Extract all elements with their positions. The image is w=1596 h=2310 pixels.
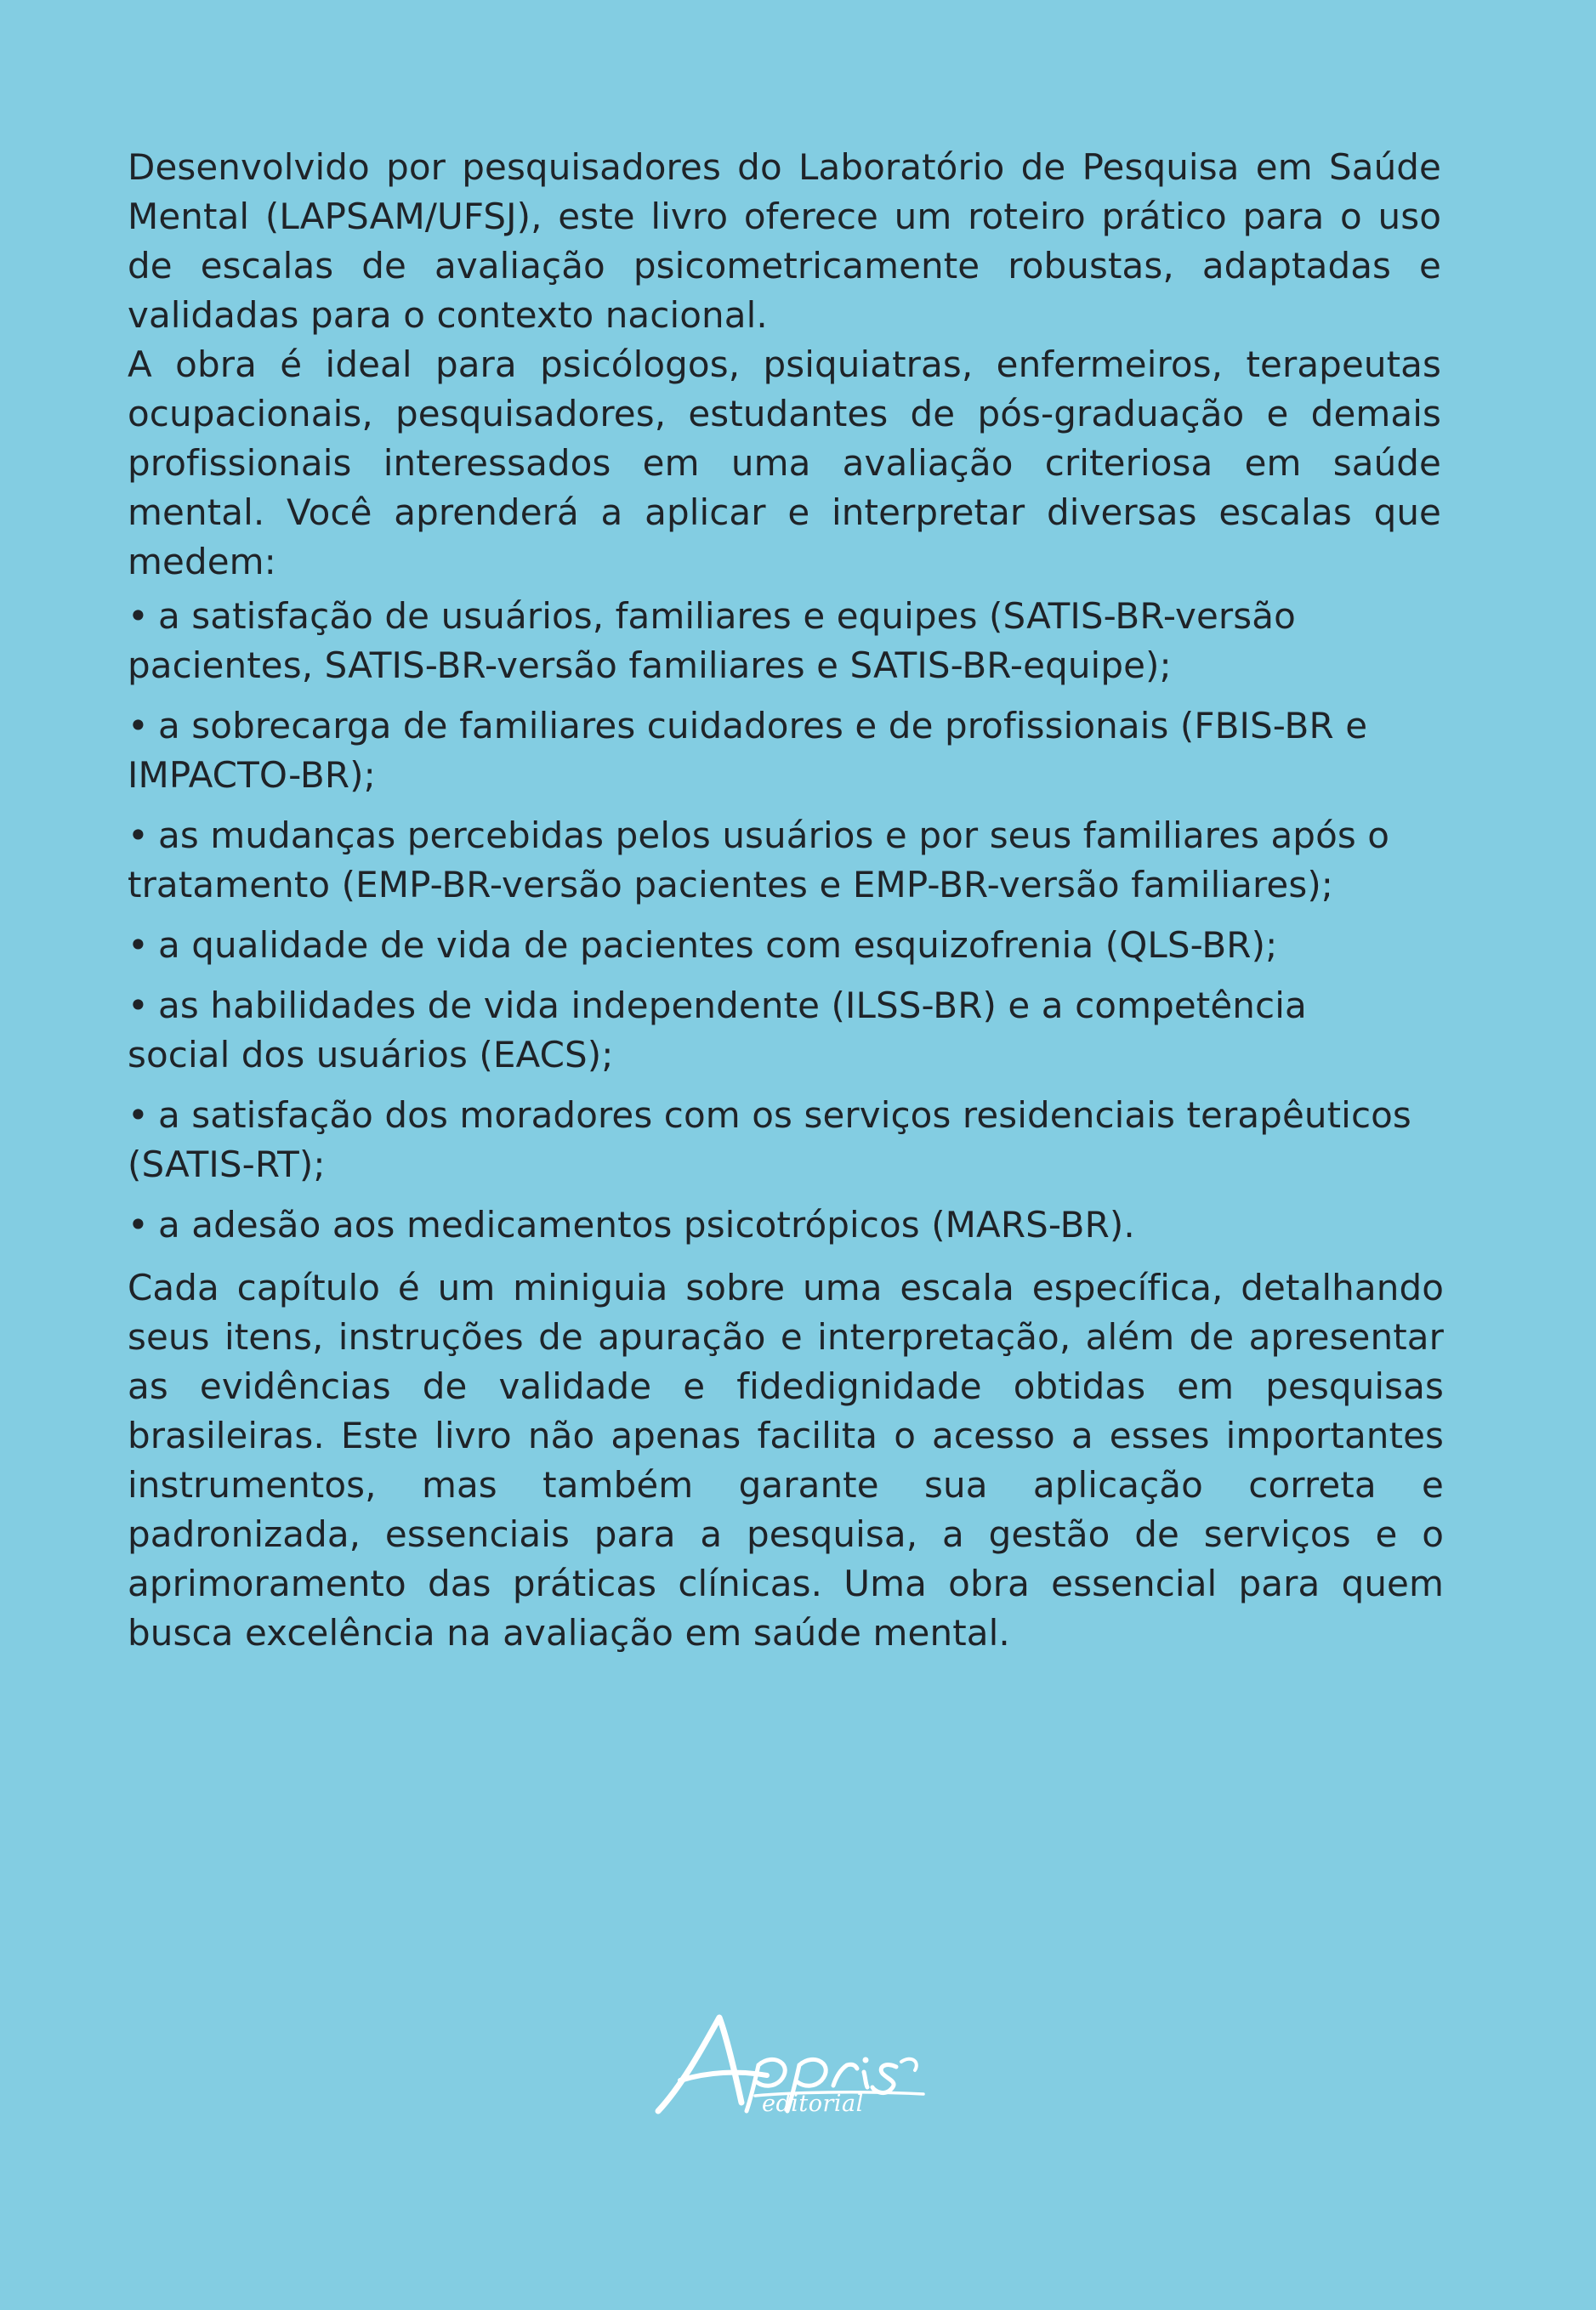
list-item-text: a sobrecarga de familiares cuidadores e de profissionais (FBIS-BR e IMPACTO-BR);	[128, 705, 1368, 796]
closing-paragraph: Cada capítulo é um miniguia sobre uma escala específica, detalhando seus itens, instruções de apuração e interpretação, além de apresentar as evidências de validade e fidedignidade obtidas em pesquisas brasileiras. Este livro não apenas facilita o acesso a esses importantes instrumentos, mas também garante sua aplicação correta e padronizada, essenciais para a pesquisa, a gestão de serviços e o aprimoramento das práticas clínicas. Uma obra essencial para quem busca excelência na avaliação em saúde mental.	[128, 1267, 1444, 1654]
list-item	[128, 981, 1420, 1080]
list-item-text: as mudanças percebidas pelos usuários e por seus familiares após o tratamento (EMP-BR-versão pacientes e EMP-BR-versão familiares);	[128, 814, 1390, 905]
intro-paragraph-1: Desenvolvido por pesquisadores do Laboratório de Pesquisa em Saúde Mental (LAPSAM/UFSJ), este livro oferece um roteiro prático para o uso de escalas de avaliação psicometricamente robustas, adaptadas e validadas para o contexto nacional.	[128, 146, 1441, 336]
list-item	[128, 921, 1420, 970]
bullet-mark: •	[128, 814, 149, 856]
bullet-mark: •	[128, 924, 149, 966]
list-item	[128, 1091, 1420, 1189]
logo-subtitle: editorial	[762, 2091, 864, 2117]
logo-graphic	[646, 2002, 935, 2130]
list-item	[128, 811, 1420, 910]
bullet-mark: •	[128, 1204, 149, 1246]
list-item	[128, 701, 1420, 800]
list-item	[128, 592, 1420, 690]
scale-list	[128, 592, 1420, 1250]
intro-paragraph-2: A obra é ideal para psicólogos, psiquiatras, enfermeiros, terapeutas ocupacionais, pesquisadores, estudantes de pós-graduação e demais profissionais interessados em uma avaliação criteriosa em saúde mental. Você aprenderá a aplicar e interpretar diversas escalas que medem:	[128, 343, 1441, 582]
bullet-mark: •	[128, 595, 149, 637]
synopsis-text	[128, 143, 1444, 1658]
list-item-text: a qualidade de vida de pacientes com esquizofrenia (QLS-BR);	[158, 924, 1278, 966]
bullet-mark: •	[128, 985, 149, 1026]
bullet-mark: •	[128, 1094, 149, 1136]
list-item	[128, 1200, 1420, 1250]
list-item-text: a adesão aos medicamentos psicotrópicos (MARS-BR).	[158, 1204, 1135, 1246]
bullet-mark: •	[128, 705, 149, 746]
list-item-text: a satisfação de usuários, familiares e equipes (SATIS-BR-versão pacientes, SATIS-BR-versão familiares e SATIS-BR-equipe);	[128, 595, 1296, 686]
list-item-text: as habilidades de vida independente (ILSS-BR) e a competência social dos usuários (EACS);	[128, 985, 1307, 1076]
list-item-text: a satisfação dos moradores com os serviços residenciais terapêuticos (SATIS-RT);	[128, 1094, 1411, 1185]
appris-editorial-logo	[646, 2002, 935, 2130]
